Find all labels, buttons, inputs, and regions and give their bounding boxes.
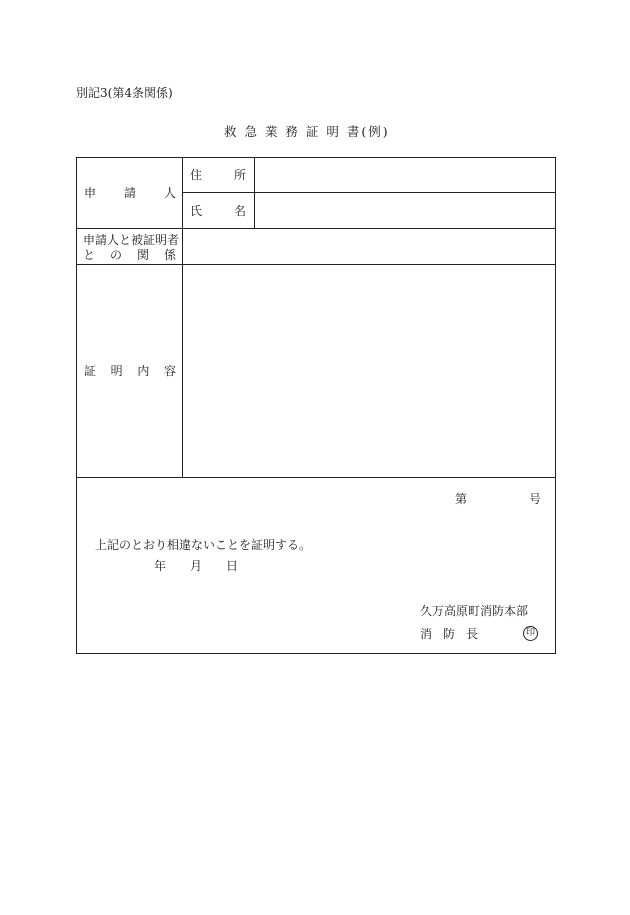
- sub-label-column-divider: [254, 157, 255, 228]
- fire-chief-title: 消 防 長: [420, 627, 478, 641]
- applicant-section-divider: [76, 228, 556, 229]
- form-reference-note: 別記3(第4条関係): [76, 86, 173, 100]
- address-row-divider: [182, 192, 556, 193]
- issuing-organization: 久万高原町消防本部: [420, 604, 529, 618]
- address-label: 住 所: [190, 168, 246, 182]
- name-label: 氏 名: [190, 204, 246, 218]
- applicant-label: 申 請 人: [84, 186, 176, 200]
- certificate-number-suffix: 号: [529, 492, 542, 506]
- certification-content-label: 証 明 内 容: [84, 364, 176, 378]
- certificate-number-label: 第: [455, 492, 468, 506]
- content-section-divider: [76, 477, 556, 478]
- date-day-label: 日: [226, 559, 239, 573]
- date-year-label: 年: [154, 559, 167, 573]
- label-column-divider: [182, 157, 183, 477]
- relation-row-divider: [76, 264, 556, 265]
- relation-label-line1: 申請人と被証明者: [83, 233, 180, 247]
- date-month-label: 月: [190, 559, 203, 573]
- document-title: 救 急 業 務 証 明 書(例): [224, 124, 390, 139]
- certificate-form-table: [76, 157, 556, 654]
- seal-mark-icon: 印: [523, 626, 538, 641]
- relation-label-line2: と の 関 係: [83, 248, 176, 262]
- certification-statement: 上記のとおり相違ないことを証明する。: [95, 538, 312, 552]
